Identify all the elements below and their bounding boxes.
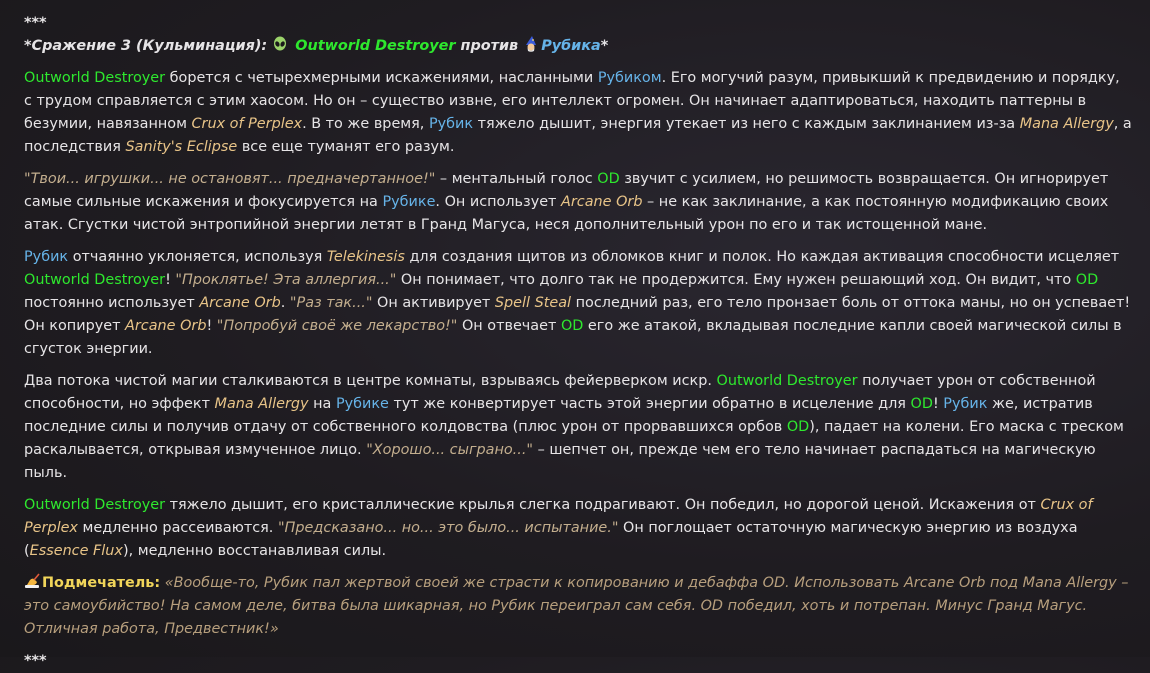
title-vs: против (460, 38, 519, 54)
title-prefix: *Сражение 3 (Кульминация): (24, 38, 268, 54)
title-fighter-od: Outworld Destroyer (295, 38, 456, 54)
paragraph-4: Два потока чистой магии сталкиваются в центре комнаты, взрываясь фейерверком искр. Outworld Destroyer получает урон от собственной способности, но эффект Mana Allergy на Рубике тут же конвертирует часть этой энергии обратно в исцеление для OD! Рубик же, истратив последние силы и получив отдачу от собственного колдовства (плюс урон от прорвавшихся орбов OD), падает на колени. Его маска с треском раскалывается, открывая измученное лицо. "Хорошо... сыграно..." – шепчет он, прежде чем его тело начинает распадаться на магическую пыль. (24, 373, 1124, 481)
title-suffix: * (600, 38, 609, 54)
title-fighter-rubick: Рубика (541, 38, 601, 54)
observer-text: «Вообще-то, Рубик пал жертвой своей же страсти к копированию и дебаффа OD. Использовать Arcane Orb под Mana Allergy – это самоубийство! На самом деле, битва была шикарная, но Рубик переиграл сам себя. OD победил, хоть и потрепан. Минус Гранд Магус. Отличная работа, Предвестник!» (24, 575, 1129, 637)
battle-title (24, 35, 1132, 58)
paragraph-1: Outworld Destroyer борется с четырехмерными искажениями, насланными Рубиком. Его могучий разум, привыкший к предвидению и порядку, с трудом справляется с этим хаосом. Но он – существо извне, его интеллект огромен. Он начинает адаптироваться, находить паттерны в безумии, навязанном Crux of Perplex. В то же время, Рубик тяжело дышит, энергия утекает из него с каждым заклинанием из-за Mana Allergy, а последствия Sanity's Eclipse все еще туманят его разум. (24, 70, 1132, 155)
paragraph-5: Outworld Destroyer тяжело дышит, его кристаллические крылья слегка подрагивают. Он победил, но дорогой ценой. Искажения от Crux of Perplex медленно рассеиваются. "Предсказано... но... это было... испытание." Он поглощает остаточную магическую энергию из воздуха (Essence Flux), медленно восстанавливая силы. (24, 497, 1093, 559)
chat-message (24, 12, 1132, 673)
paragraph-3: Рубик отчаянно уклоняется, используя Telekinesis для создания щитов из обломков книг и полок. Но каждая активация способности исцеляет Outworld Destroyer! "Проклятье! Эта аллергия..." Он понимает, что долго так не продержится. Ему нужен решающий ход. Он видит, что OD постоянно использует Arcane Orb. "Раз так..." Он активирует Spell Steal последний раз, его тело пронзает боль от оттока маны, но он успевает! Он копирует Arcane Orb! "Попробуй своё же лекарство!" Он отвечает OD его же атакой, вкладывая последние капли своей магической силы в сгусток энергии. (24, 249, 1131, 357)
separator-top: *** (24, 15, 47, 31)
wizard-icon (523, 36, 539, 52)
writing-hand-icon (24, 573, 40, 589)
observer-comment (24, 572, 1132, 641)
observer-label: Подмечатель: (42, 575, 161, 591)
paragraph-2: "Твои... игрушки... не остановят... предначертанное!" – ментальный голос OD звучит с усилием, но решимость возвращается. Он игнорирует самые сильные искажения и фокусируется на Рубике. Он использует Arcane Orb – не как заклинание, а как постоянную модификацию своих атак. Сгустки чистой энтропийной энергии летят в Гранд Магуса, неся дополнительный урон по его и так истощенной мане. (24, 171, 1109, 233)
separator-bottom: *** (24, 653, 47, 669)
alien-icon (272, 36, 288, 52)
